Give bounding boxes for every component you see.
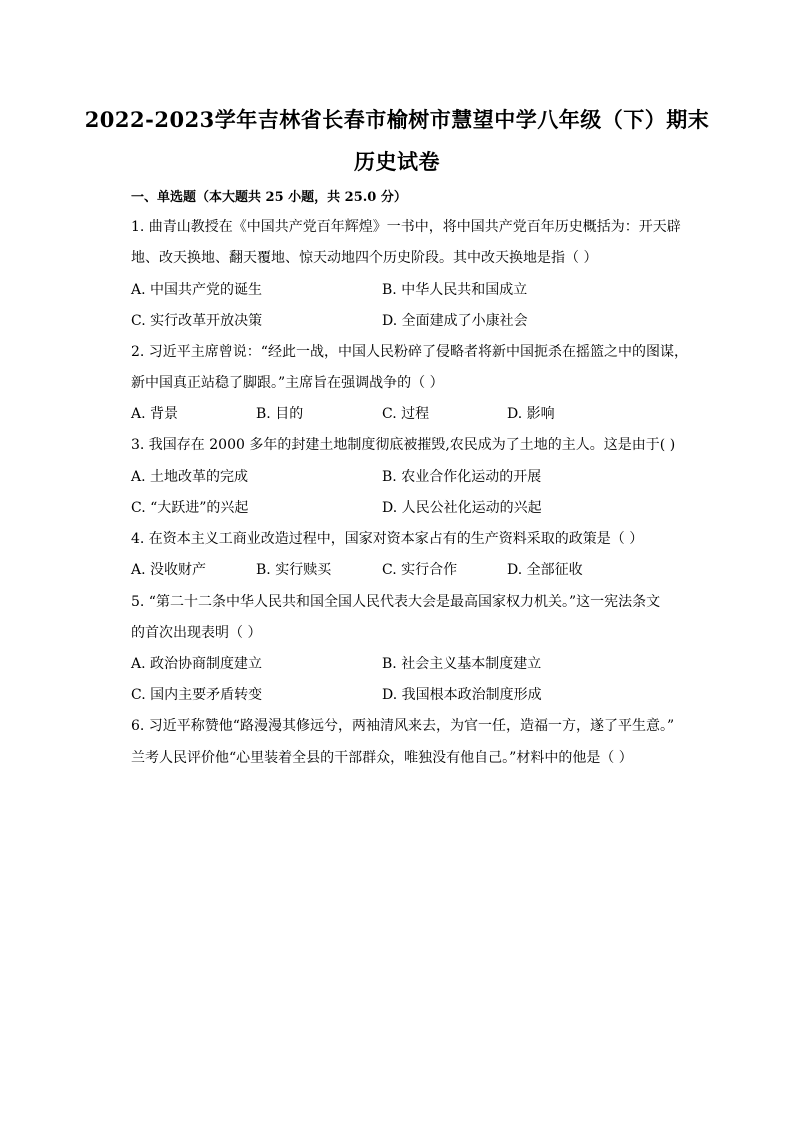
question-6-stem-line-2: 兰考人民评价他“心里装着全县的干部群众，唯独没有他自己。”材料中的他是（ ） <box>131 750 633 766</box>
question-2-stem-line-2: 新中国真正站稳了脚跟。”主席旨在强调战争的（ ） <box>131 375 444 391</box>
question-1-stem-line-1: 1. 曲青山教授在《中国共产党百年辉煌》一书中，将中国共产党百年历史概括为：开天辟 <box>131 219 681 235</box>
question-4-option-a: A. 没收财产 <box>131 562 207 578</box>
question-4-option-c: C. 实行合作 <box>382 562 458 578</box>
question-2-option-a: A. 背景 <box>131 406 179 422</box>
question-5-stem-line-1: 5. “第二十二条中华人民共和国全国人民代表大会是最高国家权力机关。”这一宪法条文 <box>131 594 661 610</box>
question-4-option-d: D. 全部征收 <box>507 562 583 578</box>
question-2-option-b: B. 目的 <box>256 406 304 422</box>
question-2-stem-line-1: 2. 习近平主席曾说：“经此一战，中国人民粉碎了侵略者将新中国扼杀在摇篮之中的图谋， <box>131 344 688 360</box>
question-6-stem-line-1: 6. 习近平称赞他“路漫漫其修远兮，两袖清风来去，为官一任，造福一方，遂了平生意。” <box>131 718 675 734</box>
question-5-option-d: D. 我国根本政治制度形成 <box>382 687 542 703</box>
question-1-option-c: C. 实行改革开放决策 <box>131 313 263 329</box>
question-2-option-c: C. 过程 <box>382 406 430 422</box>
question-3-option-a: A. 土地改革的完成 <box>131 469 249 485</box>
question-4-stem-line-1: 4. 在资本主义工商业改造过程中，国家对资本家占有的生产资料采取的政策是（ ） <box>131 531 644 547</box>
question-3-stem-line-1: 3. 我国存在 2000 多年的封建土地制度彻底被摧毁,农民成为了土地的主人。这是由于( ) <box>131 437 676 453</box>
page-title-line-2: 历史试卷 <box>354 149 440 174</box>
question-1-stem-line-2: 地、改天换地、翻天覆地、惊天动地四个历史阶段。其中改天换地是指（ ） <box>131 250 598 266</box>
question-3-option-c: C. “大跃进”的兴起 <box>131 500 249 516</box>
question-3-option-d: D. 人民公社化运动的兴起 <box>382 500 542 516</box>
question-2-option-d: D. 影响 <box>507 406 555 422</box>
question-1-option-b: B. 中华人民共和国成立 <box>382 282 528 298</box>
section-heading: 一、单选题（本大题共 25 小题，共 25.0 分） <box>131 190 407 205</box>
question-1-option-a: A. 中国共产党的诞生 <box>131 282 263 298</box>
page-title-line-1: 2022-2023学年吉林省长春市榆树市慧望中学八年级（下）期末 <box>84 107 710 132</box>
question-3-option-b: B. 农业合作化运动的开展 <box>382 469 542 485</box>
question-5-option-b: B. 社会主义基本制度建立 <box>382 656 542 672</box>
question-4-option-b: B. 实行赎买 <box>256 562 332 578</box>
question-5-option-a: A. 政治协商制度建立 <box>131 656 263 672</box>
question-1-option-d: D. 全面建成了小康社会 <box>382 313 528 329</box>
question-5-stem-line-2: 的首次出现表明（ ） <box>131 625 262 641</box>
question-5-option-c: C. 国内主要矛盾转变 <box>131 687 263 703</box>
